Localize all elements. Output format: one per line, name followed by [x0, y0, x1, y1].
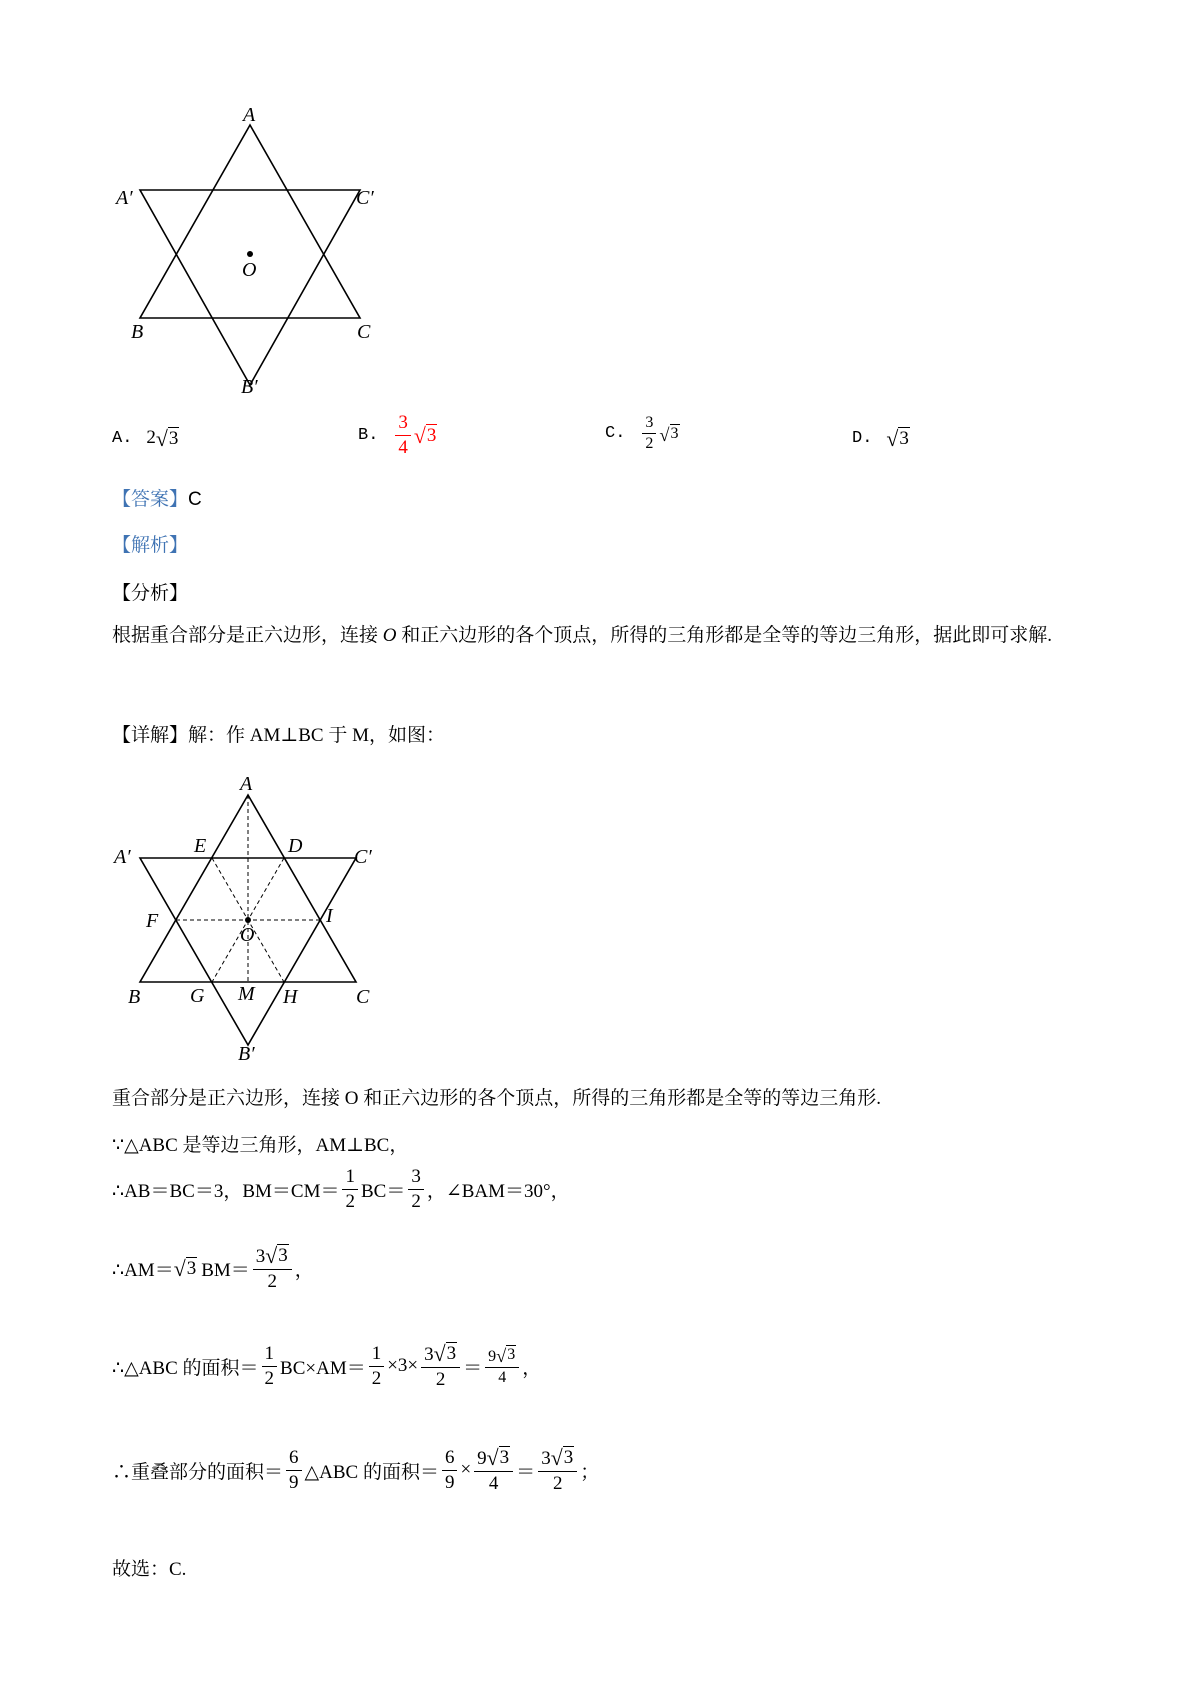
step-5: [112, 1342, 541, 1391]
step3-part-2: BC＝: [360, 1180, 406, 1202]
step4-sqrt: √ 3: [173, 1256, 197, 1281]
step5-part-5: ，: [522, 1357, 542, 1379]
step6-part-4: ＝: [516, 1461, 536, 1483]
step5-fraction-1: $\frac{1}{2}$: [262, 1343, 278, 1390]
analysis-header: 【解析】: [112, 535, 189, 556]
step5-part-1: ∴△ABC 的面积＝: [112, 1357, 259, 1379]
step5-fraction-4: 9 √ 3 4: [485, 1345, 519, 1388]
step6-part-3: ×: [460, 1459, 472, 1481]
option-c-sqrt: √ 3: [659, 425, 679, 446]
option-b-letter: B.: [358, 425, 379, 445]
option-a-sqrt: √ 3: [155, 427, 179, 451]
step4-part-1: ∴AM＝: [112, 1259, 174, 1281]
fig2-label-A-prime: A′: [114, 846, 131, 868]
step6-part-2: △ABC 的面积＝: [304, 1461, 439, 1483]
star-figure-1: [0, 0, 420, 420]
fig1-label-C-prime: C′: [356, 187, 374, 209]
fig1-label-B-prime: B′: [241, 376, 258, 398]
fig1-label-A: A: [243, 104, 256, 126]
fenxi-header: 【分析】: [112, 583, 189, 604]
fenxi-text-O: O: [382, 625, 397, 646]
option-d-sqrt: √ 3: [886, 427, 909, 451]
option-a-letter: A.: [112, 428, 133, 448]
step4-fraction: 3 √ 3 2: [253, 1244, 292, 1293]
step5-fraction-2: $\frac{1}{2}$: [369, 1343, 385, 1390]
option-b: [358, 412, 437, 459]
fig2-label-C-prime: C′: [354, 846, 372, 868]
fig1-label-O: O: [242, 259, 257, 281]
fig1-label-B: B: [131, 321, 144, 343]
step-2: ∵△ABC 是等边三角形，AM⊥BC，: [112, 1135, 409, 1156]
step-3: [112, 1166, 570, 1213]
step5-fraction-3: 3 √ 3 2: [421, 1342, 460, 1391]
fig2-label-G: G: [190, 985, 205, 1007]
fig2-label-D: D: [288, 835, 303, 857]
fenxi-text-2: 和正六边形的各个顶点，所得的三角形都是全等的等边三角形，据此即可求解.: [396, 625, 1053, 646]
option-b-sqrt: √ 3: [413, 423, 437, 448]
fig1-label-A-prime: A′: [116, 187, 133, 209]
step5-part-2: BC×AM＝: [280, 1357, 366, 1379]
fig2-label-B: B: [128, 986, 141, 1008]
fig2-label-I: I: [326, 905, 333, 927]
option-d: [852, 427, 910, 450]
fig2-label-O: O: [240, 924, 255, 946]
fig2-label-B-prime: B′: [238, 1043, 255, 1065]
step3-part-1: ∴AB＝BC＝3，BM＝CM＝: [112, 1180, 340, 1202]
option-c-fraction: $\frac{3}{2}$: [642, 414, 656, 454]
detail-line: [112, 720, 445, 747]
step6-fraction-4: 3 √ 3 2: [538, 1446, 577, 1495]
fig2-label-M: M: [238, 983, 255, 1005]
fig2-label-C: C: [356, 986, 370, 1008]
step-6: [112, 1446, 599, 1495]
step6-fraction-3: 9 √ 3 4: [474, 1446, 513, 1495]
step4-part-3: ，: [294, 1259, 314, 1281]
fig1-label-C: C: [357, 321, 371, 343]
detail-text: 解：作 AM⊥BC 于 M，如图：: [188, 725, 445, 746]
step3-fraction-1: $\frac{1}{2}$: [342, 1166, 358, 1213]
step6-part-5: ；: [580, 1461, 600, 1483]
option-b-fraction: $\frac{3}{4}$: [395, 412, 411, 459]
answer-line: [112, 484, 202, 511]
step3-part-3: ，∠BAM＝30°，: [426, 1180, 570, 1202]
fenxi-paragraph: [112, 612, 1092, 660]
fig2-label-A: A: [240, 773, 253, 795]
step6-fraction-2: $\frac{6}{9}$: [442, 1447, 458, 1494]
step6-part-1: ∴重叠部分的面积＝: [112, 1461, 284, 1483]
step-1: 重合部分是正六边形，连接 O 和正六边形的各个顶点，所得的三角形都是全等的等边三角形.: [112, 1088, 881, 1109]
step3-fraction-2: $\frac{3}{2}$: [408, 1166, 424, 1213]
fig2-label-F: F: [146, 910, 159, 932]
step-4: [112, 1244, 314, 1293]
fig2-label-H: H: [283, 986, 298, 1008]
option-c-letter: C.: [605, 424, 626, 444]
answer-label: 【答案】: [112, 489, 189, 510]
fig2-label-E: E: [194, 835, 207, 857]
star-figure-2: [0, 760, 420, 1080]
option-d-letter: D.: [852, 428, 873, 448]
answer-value: C: [188, 489, 202, 510]
step4-part-2: BM＝: [201, 1259, 250, 1281]
step5-part-3: ×3×: [387, 1355, 419, 1377]
option-c: [605, 414, 680, 454]
step5-part-4: ＝: [463, 1357, 483, 1379]
option-a: [112, 427, 179, 450]
detail-header: 【详解】: [112, 725, 189, 746]
step6-fraction-1: $\frac{6}{9}$: [286, 1447, 302, 1494]
fenxi-text-1: 根据重合部分是正六边形，连接: [112, 625, 383, 646]
conclusion: 故选：C.: [112, 1559, 187, 1580]
option-a-coef: 2: [146, 427, 156, 449]
